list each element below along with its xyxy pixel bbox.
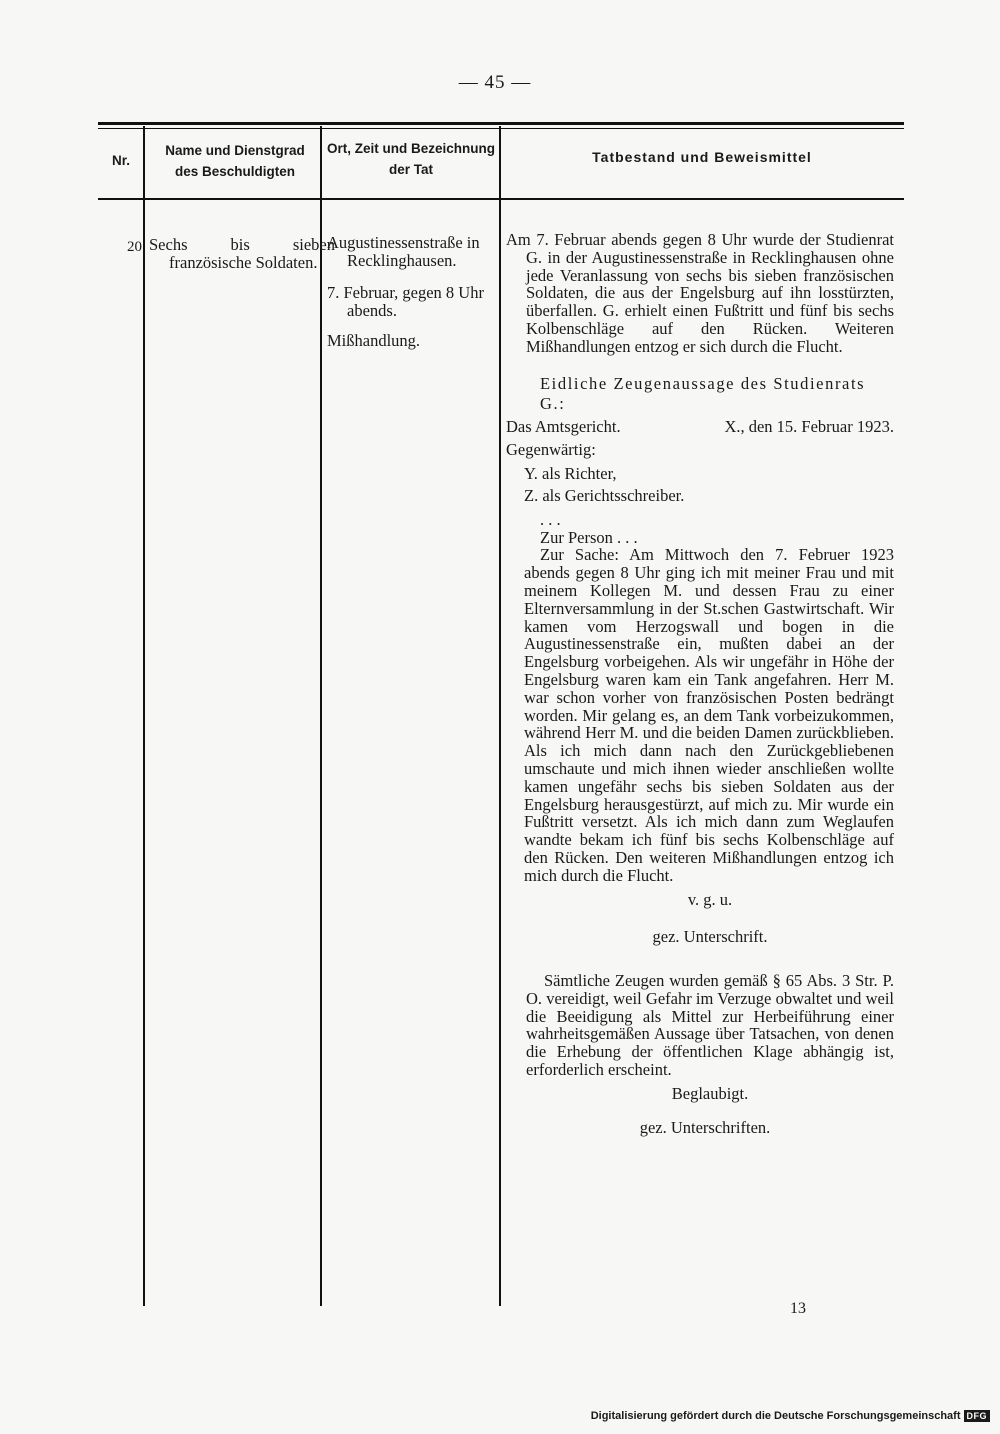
- page-number: — 45 —: [458, 72, 532, 93]
- column-divider-2: [320, 126, 322, 1306]
- incident-offense: Mißhandlung.: [327, 331, 421, 350]
- ellipsis: . . .: [540, 509, 561, 529]
- testimony-heading: Eidliche Zeugenaussage des Studienrats G.:: [540, 373, 866, 413]
- clerk-line: Z. als Gerichtsschreiber.: [524, 485, 685, 505]
- entry-number: 20: [127, 239, 142, 255]
- column-divider-1: [143, 126, 145, 1306]
- sheet-number: 13: [790, 1300, 806, 1317]
- header-rule: [98, 198, 904, 200]
- accused-text: Sechs bis sieben französische Soldaten.: [149, 235, 335, 272]
- present-label: Gegenwärtig:: [506, 440, 596, 460]
- top-rule: [98, 122, 904, 125]
- incident-place: Augustinessenstraße in Recklinghausen.: [327, 233, 480, 270]
- signature-2: gez. Unterschriften.: [639, 1117, 771, 1137]
- incident-time: 7. Februar, gegen 8 Uhr abends.: [327, 283, 484, 320]
- zur-person: Zur Person . . .: [540, 527, 638, 547]
- certified: Beglaubigt.: [671, 1083, 749, 1103]
- zur-sache: Zur Sache: Am Mittwoch den 7. Februer 1923 abends gegen 8 Uhr ging ich mit meiner Frau und mit meinem Kollegen M. und dessen Frau zu einer Elternversammlung in der St.schen Gastwirtschaft. Wir kamen vom Herzogswall und bogen in die Augustinessenstraße ein, mußten dabei an der Engelsburg vorbeigehen. Als wir ungefähr in Höhe der Engelsburg waren kam ein Tank angefahren. Herr M. war schon vorher von französischen Posten bedrängt worden. Mir gelang es, an dem Tank vorbeizukommen, während Herr M. und die beiden Damen zurückblieben. Als ich mich dann nach den Zurückgebliebenen umschaute und mich ihnen wieder anschließen wollte kamen ungefähr sechs bis sieben Soldaten aus der Engelsburg herausgestürzt, auf mich zu. Mir wurde ein Fußtritt versetzt. Als ich mich dann zum Weglaufen wandte bekam ich fünf bis sechs Kolbenschläge auf den Rücken. Den weiteren Mißhandlungen entzog ich mich durch die Flucht.: [524, 545, 894, 885]
- digitization-credit: [591, 1410, 990, 1422]
- header-name: Name und Dienstgrad des Beschuldigten: [165, 143, 305, 179]
- vgu: v. g. u.: [687, 889, 733, 909]
- top-rule-thin: [98, 128, 904, 129]
- judge-line: Y. als Richter,: [524, 464, 617, 484]
- signature-1: gez. Unterschrift.: [652, 927, 768, 947]
- header-place: Ort, Zeit und Bezeichnung der Tat: [327, 141, 495, 177]
- place-date: X., den 15. Februar 1923.: [724, 416, 894, 436]
- column-divider-3: [499, 126, 501, 1306]
- header-nr: Nr.: [111, 153, 130, 168]
- court-line: [506, 418, 894, 436]
- sworn-statement: Sämtliche Zeugen wurden gemäß § 65 Abs. 3 Str. P. O. vereidigt, weil Gefahr im Verzuge obwaltet und weil die Beeidigung als Mittel zur Herbeiführung einer wahrheitsgemäßen Aussage über Tatsachen, von denen die Erhebung der öffentlichen Klage abhängig ist, erforderlich erscheint.: [526, 971, 894, 1080]
- facts-column: [506, 231, 894, 1136]
- header-facts: Tatbestand und Beweismittel: [592, 149, 812, 165]
- incident-details: [327, 234, 497, 350]
- credit-text: Digitalisierung gefördert durch die Deutsche Forschungsgemeinschaft: [590, 1410, 961, 1422]
- dfg-logo-icon: DFG: [964, 1410, 991, 1422]
- court-name: Das Amtsgericht.: [506, 416, 621, 436]
- facts-intro: Am 7. Februar abends gegen 8 Uhr wurde der Studienrat G. in der Augustinessenstraße in Recklinghausen ohne jede Veranlassung von sechs bis sieben französischen Soldaten, die aus der Engelsburg auf ihn losstürzten, überfallen. G. erhielt einen Fußtritt und fünf bis sechs Kolbenschläge auf den Rücken. Weiteren Mißhandlungen entzog er sich durch die Flucht.: [506, 230, 894, 356]
